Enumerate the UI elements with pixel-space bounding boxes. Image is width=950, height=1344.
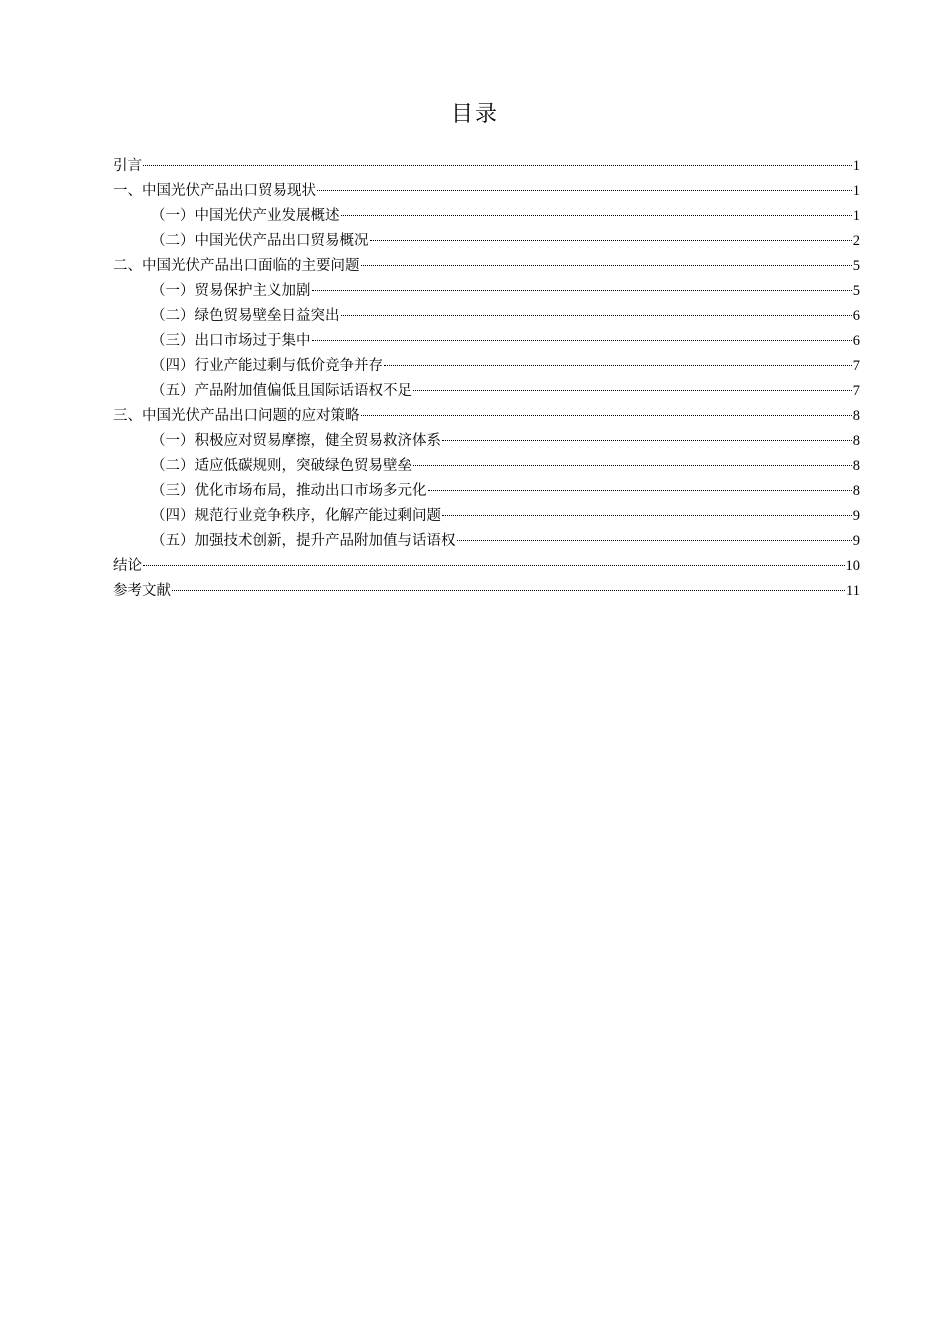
toc-entry[interactable] [113,554,860,579]
toc-entry[interactable] [113,229,860,254]
toc-dot-leader [312,290,852,291]
toc-dot-leader [361,415,852,416]
toc-dot-leader [143,165,852,166]
toc-entry-label: （一）贸易保护主义加剧 [151,283,311,299]
toc-entry[interactable] [113,579,860,604]
toc-entry-page: 6 [852,308,860,324]
toc-entry[interactable] [113,304,860,329]
toc-entry[interactable] [113,354,860,379]
toc-entry-label: 一、中国光伏产品出口贸易现状 [113,183,316,199]
toc-entry-label: （三）优化市场布局，推动出口市场多元化 [151,483,427,499]
toc-entry-page: 9 [852,533,860,549]
toc-dot-leader [384,365,852,366]
toc-entry[interactable] [113,254,860,279]
toc-entry[interactable] [113,454,860,479]
toc-dot-leader [341,215,852,216]
toc-entry-label: （五）加强技术创新，提升产品附加值与话语权 [151,533,456,549]
toc-dot-leader [361,265,852,266]
toc-entry[interactable] [113,329,860,354]
toc-dot-leader [457,540,852,541]
toc-entry-label: （一）中国光伏产业发展概述 [151,208,340,224]
table-of-contents [113,154,860,604]
toc-dot-leader [442,515,852,516]
toc-entry-page: 7 [852,358,860,374]
toc-entry[interactable] [113,279,860,304]
toc-dot-leader [172,590,845,591]
toc-entry[interactable] [113,429,860,454]
toc-entry-page: 5 [852,283,860,299]
toc-entry-label: 二、中国光伏产品出口面临的主要问题 [113,258,360,274]
toc-entry-label: 参考文献 [113,583,171,599]
toc-entry[interactable] [113,204,860,229]
toc-dot-leader [370,240,852,241]
toc-entry-page: 10 [845,558,860,574]
toc-entry-page: 5 [852,258,860,274]
toc-dot-leader [312,340,852,341]
toc-title: 目录 [450,102,499,127]
toc-entry[interactable] [113,404,860,429]
toc-entry-page: 8 [852,433,860,449]
toc-entry-page: 7 [852,383,860,399]
toc-entry-label: 三、中国光伏产品出口问题的应对策略 [113,408,360,424]
toc-entry[interactable] [113,154,860,179]
toc-dot-leader [428,490,852,491]
toc-entry-page: 1 [852,158,860,174]
toc-entry-label: （一）积极应对贸易摩擦，健全贸易救济体系 [151,433,441,449]
toc-entry-label: （五）产品附加值偏低且国际话语权不足 [151,383,412,399]
toc-entry-label: （四）规范行业竞争秩序，化解产能过剩问题 [151,508,441,524]
toc-dot-leader [442,440,852,441]
toc-dot-leader [413,465,852,466]
toc-entry[interactable] [113,529,860,554]
toc-entry[interactable] [113,379,860,404]
toc-dot-leader [341,315,852,316]
toc-entry-label: （二）中国光伏产品出口贸易概况 [151,233,369,249]
toc-entry[interactable] [113,179,860,204]
toc-entry-label: （二）适应低碳规则，突破绿色贸易壁垒 [151,458,412,474]
toc-entry-page: 1 [852,208,860,224]
toc-entry-page: 8 [852,483,860,499]
toc-dot-leader [143,565,845,566]
toc-entry-label: （四）行业产能过剩与低价竞争并存 [151,358,383,374]
toc-entry[interactable] [113,479,860,504]
toc-entry-page: 9 [852,508,860,524]
toc-entry-label: （三）出口市场过于集中 [151,333,311,349]
toc-entry-label: 结论 [113,558,142,574]
toc-entry[interactable] [113,504,860,529]
toc-dot-leader [413,390,852,391]
toc-entry-page: 6 [852,333,860,349]
toc-entry-page: 8 [852,458,860,474]
toc-entry-page: 11 [846,583,860,599]
toc-entry-label: 引言 [113,158,142,174]
toc-entry-page: 8 [852,408,860,424]
toc-dot-leader [317,190,852,191]
toc-entry-page: 1 [852,183,860,199]
toc-entry-label: （二）绿色贸易壁垒日益突出 [151,308,340,324]
toc-entry-page: 2 [852,233,860,249]
